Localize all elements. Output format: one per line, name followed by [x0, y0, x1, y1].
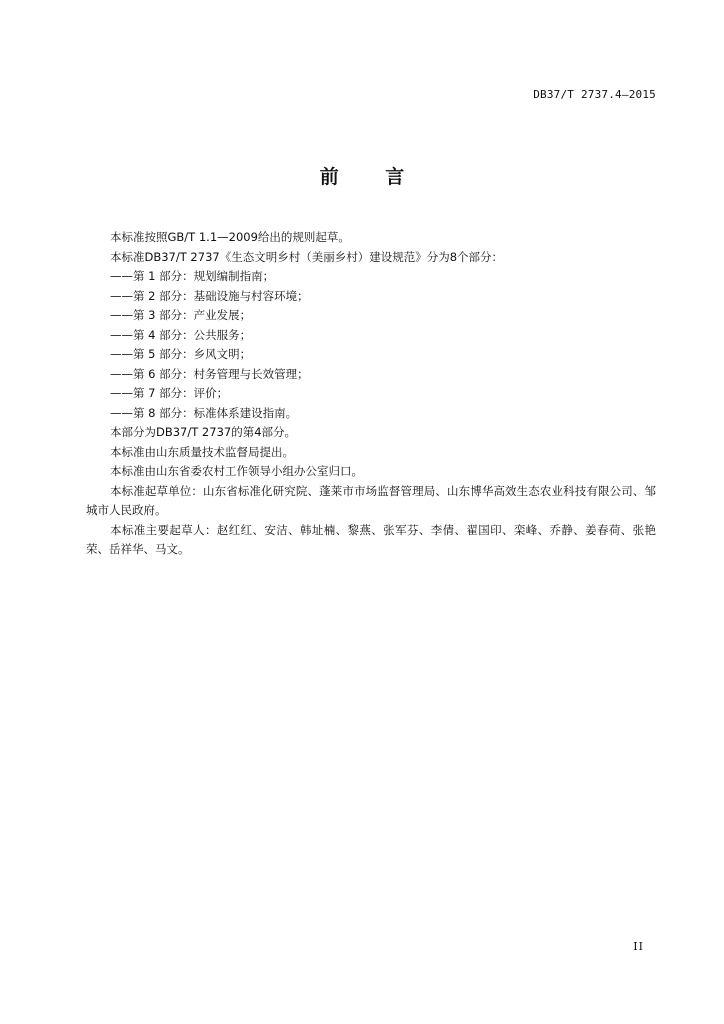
foreword-body: [86, 228, 656, 560]
list-item: ——第 4 部分：公共服务；: [110, 327, 252, 342]
document-code: DB37/T 2737.4—2015: [533, 88, 656, 101]
paragraph-drafting-rules: 本标准按照GB/T 1.1—2009给出的规则起草。: [110, 230, 350, 244]
list-item: ——第 6 部分：村务管理与长效管理；: [110, 366, 309, 381]
list-item: ——第 2 部分：基础设施与村容环境；: [110, 288, 309, 303]
paragraph-part-number: 本部分为DB37/T 2737的第4部分。: [110, 425, 297, 439]
paragraph-centralized-by: 本标准由山东省委农村工作领导小组办公室归口。: [110, 464, 363, 478]
paragraph-drafters: 本标准主要起草人：赵红红、安洁、韩址楠、黎燕、张军芬、李倩、翟国印、栾峰、乔静、姜春荷、张艳荣、岳祥华、马文。: [86, 522, 656, 556]
page-number: II: [633, 940, 644, 953]
list-item: ——第 5 部分：乡风文明；: [110, 347, 252, 361]
list-item: ——第 1 部分：规划编制指南；: [110, 269, 275, 283]
list-item: ——第 7 部分：评价；: [110, 386, 229, 400]
paragraph-drafting-units: 本标准起草单位：山东省标准化研究院、蓬莱市市场监督管理局、山东博华高效生态农业科技有限公司、邹城市人民政府。: [86, 483, 656, 517]
section-title: 前 言: [319, 166, 425, 188]
list-item: ——第 3 部分：产业发展；: [110, 308, 252, 322]
list-item: ——第 8 部分：标准体系建设指南。: [110, 405, 298, 420]
paragraph-parts-intro: 本标准DB37/T 2737《生态文明乡村（美丽乡村）建设规范》分为8个部分：: [110, 249, 504, 264]
paragraph-proposed-by: 本标准由山东质量技术监督局提出。: [110, 444, 294, 459]
